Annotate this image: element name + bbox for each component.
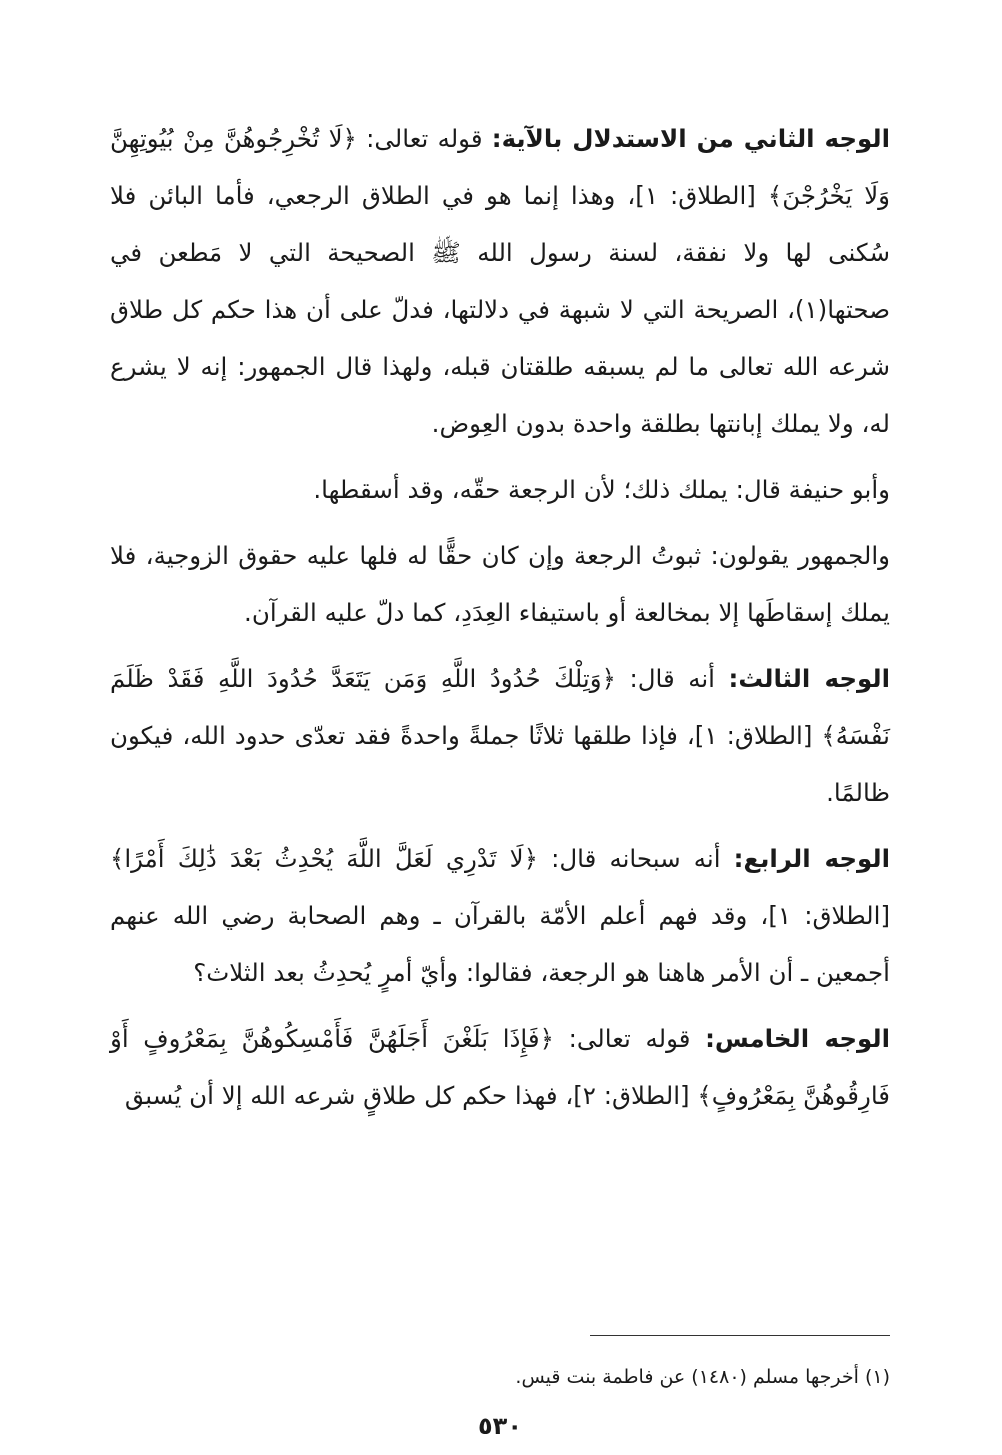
paragraph-second-aspect [110, 110, 890, 452]
paragraph-text: وأبو حنيفة قال: يملك ذلك؛ لأن الرجعة حقّه، وقد أسقطها. [313, 475, 890, 504]
paragraph-fourth-aspect [110, 830, 890, 1001]
section-label: الوجه الثالث: [728, 664, 891, 693]
paragraph-third-aspect [110, 650, 890, 821]
paragraph-text: قوله تعالى: ﴿فَإِذَا بَلَغْنَ أَجَلَهُنَّ فَأَمْسِكُوهُنَّ بِمَعْرُوفٍ أَوْ فَارِقُوهُنَّ بِمَعْرُوفٍ﴾ [الطلاق: ٢]، فهذا حكم كل طلاقٍ شرعه الله إلا أن يُسبق [110, 1024, 890, 1110]
document-page [110, 110, 891, 1440]
paragraph-text: والجمهور يقولون: ثبوتُ الرجعة وإن كان حقًّا له فلها عليه حقوق الزوجية، فلا يملك إسقاطَها إلا بمخالعة أو باستيفاء العِدَدِ، كما دلّ عليه القرآن. [110, 541, 890, 627]
section-label: الوجه الثاني من الاستدلال بالآية: [491, 124, 890, 153]
section-label: الوجه الخامس: [705, 1024, 890, 1053]
paragraph-text: أنه سبحانه قال: ﴿لَا تَدْرِي لَعَلَّ اللَّهَ يُحْدِثُ بَعْدَ ذَٰلِكَ أَمْرًا﴾ [الطلاق: ١]، وقد فهم أعلم الأمّة بالقرآن ـ وهم الصحابة رضي الله عنهم أجمعين ـ أن الأمر هاهنا هو الرجعة، فقالوا: وأيّ أمرٍ يُحدِثُ بعد الثلاث؟ [110, 844, 890, 987]
paragraph-majority [110, 527, 890, 641]
footnote-divider [590, 1335, 890, 1336]
footnote: (١) أخرجها مسلم (١٤٨٠) عن فاطمة بنت قيس. [515, 1366, 890, 1388]
page-number: ٥٣٠ [478, 1412, 522, 1440]
paragraph-text: قوله تعالى: ﴿لَا تُخْرِجُوهُنَّ مِنْ بُيُوتِهِنَّ وَلَا يَخْرُجْنَ﴾ [الطلاق: ١]، وهذا إنما هو في الطلاق الرجعي، فأما البائن فلا سُكنى لها ولا نفقة، لسنة رسول الله ﷺ الصحيحة التي لا مَطعن في صحتها(١)، الصريحة التي لا شبهة في دلالتها، فدلّ على أن هذا حكم كل طلاق شرعه الله تعالى ما لم يسبقه طلقتان قبله، ولهذا قال الجمهور: إنه لا يشرع له، ولا يملك إبانتها بطلقة واحدة بدون العِوض. [110, 124, 891, 438]
paragraph-fifth-aspect [110, 1010, 890, 1124]
paragraph-text: أنه قال: ﴿وَتِلْكَ حُدُودُ اللَّهِ وَمَن يَتَعَدَّ حُدُودَ اللَّهِ فَقَدْ ظَلَمَ نَفْسَهُ﴾ [الطلاق: ١]، فإذا طلقها ثلاثًا جملةً واحدةً فقد تعدّى حدود الله، فيكون ظالمًا. [110, 664, 890, 807]
paragraph-abu-hanifa [110, 461, 890, 518]
section-label: الوجه الرابع: [733, 844, 890, 873]
